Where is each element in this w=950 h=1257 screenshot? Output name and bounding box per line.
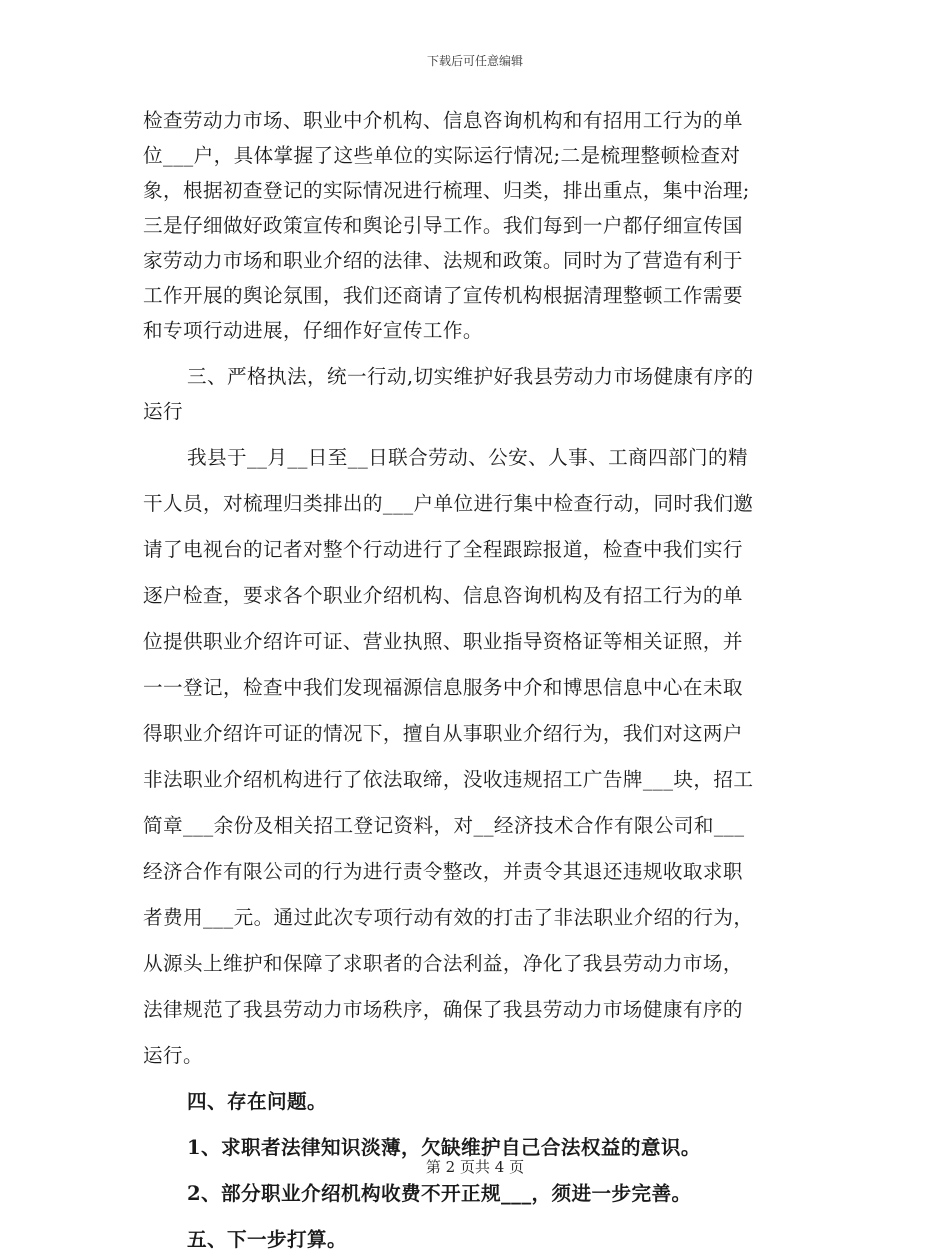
- body-text: [143, 103, 805, 1257]
- paragraph-line: 得职业介绍许可证的情况下，擅自从事职业介绍行为，我们对这两户: [143, 722, 743, 745]
- paragraph-line: 逐户检查，要求各个职业介绍机构、信息咨询机构及有招工行为的单: [143, 584, 743, 607]
- paragraph-line: 请了电视台的记者对整个行动进行了全程跟踪报道，检查中我们实行: [143, 538, 743, 561]
- section-heading-3-cont: 运行: [143, 400, 183, 423]
- page-header: 下载后可任意编辑: [426, 54, 523, 68]
- paragraph-line: 检查劳动力市场、职业中介机构、信息咨询机构和有招用工行为的单: [143, 109, 743, 132]
- paragraph-line: 工作开展的舆论氛围，我们还商请了宣传机构根据清理整顿工作需要: [143, 284, 743, 307]
- paragraph-line: 位提供职业介绍许可证、营业执照、职业指导资格证等相关证照，并: [143, 630, 743, 653]
- paragraph-line: 运行。: [143, 1044, 203, 1067]
- paragraph-line: 非法职业介绍机构进行了依法取缔，没收违规招工广告牌___块，招工: [143, 768, 754, 791]
- paragraph-line: 和专项行动进展，仔细作好宣传工作。: [143, 319, 483, 342]
- paragraph-line: 位___户，具体掌握了这些单位的实际运行情况;二是梳理整顿检查对: [143, 144, 741, 167]
- paragraph-line: 我县于__月__日至__日联合劳动、公安、人事、工商四部门的精: [187, 446, 749, 469]
- paragraph-line: 法律规范了我县劳动力市场秩序，确保了我县劳动力市场健康有序的: [143, 998, 743, 1021]
- paragraph-line: 家劳动力市场和职业介绍的法律、法规和政策。同时为了营造有利于: [143, 249, 743, 272]
- paragraph-line: 干人员，对梳理归类排出的___户单位进行集中检查行动，同时我们邀: [143, 492, 754, 515]
- list-item-2: 2、部分职业介绍机构收费不开正规___，须进一步完善。: [187, 1182, 692, 1205]
- paragraph-line: 者费用___元。通过此次专项行动有效的打击了非法职业介绍的行为，: [143, 906, 754, 929]
- section-heading-4: 四、存在问题。: [187, 1090, 327, 1113]
- paragraph-line: 从源头上维护和保障了求职者的合法利益，净化了我县劳动力市场，: [143, 952, 743, 975]
- paragraph-line: 经济合作有限公司的行为进行责令整改，并责令其退还违规收取求职: [143, 860, 743, 883]
- paragraph-line: 简章___余份及相关招工登记资料，对__经济技术合作有限公司和___: [143, 814, 745, 837]
- paragraph-line: 三是仔细做好政策宣传和舆论引导工作。我们每到一户都仔细宣传国: [143, 214, 743, 237]
- section-heading-3: 三、严格执法，统一行动,切实维护好我县劳动力市场健康有序的: [187, 365, 754, 388]
- section-heading-5: 五、下一步打算。: [187, 1228, 347, 1251]
- paragraph-line: 一一登记，检查中我们发现福源信息服务中介和博思信息中心在未取: [143, 676, 743, 699]
- page-footer: 第 2 页共 4 页: [425, 1158, 525, 1176]
- paragraph-line: 象，根据初查登记的实际情况进行梳理、归类，排出重点，集中治理;: [143, 179, 750, 202]
- list-item-1: 1、求职者法律知识淡薄，欠缺维护自己合法权益的意识。: [187, 1136, 701, 1159]
